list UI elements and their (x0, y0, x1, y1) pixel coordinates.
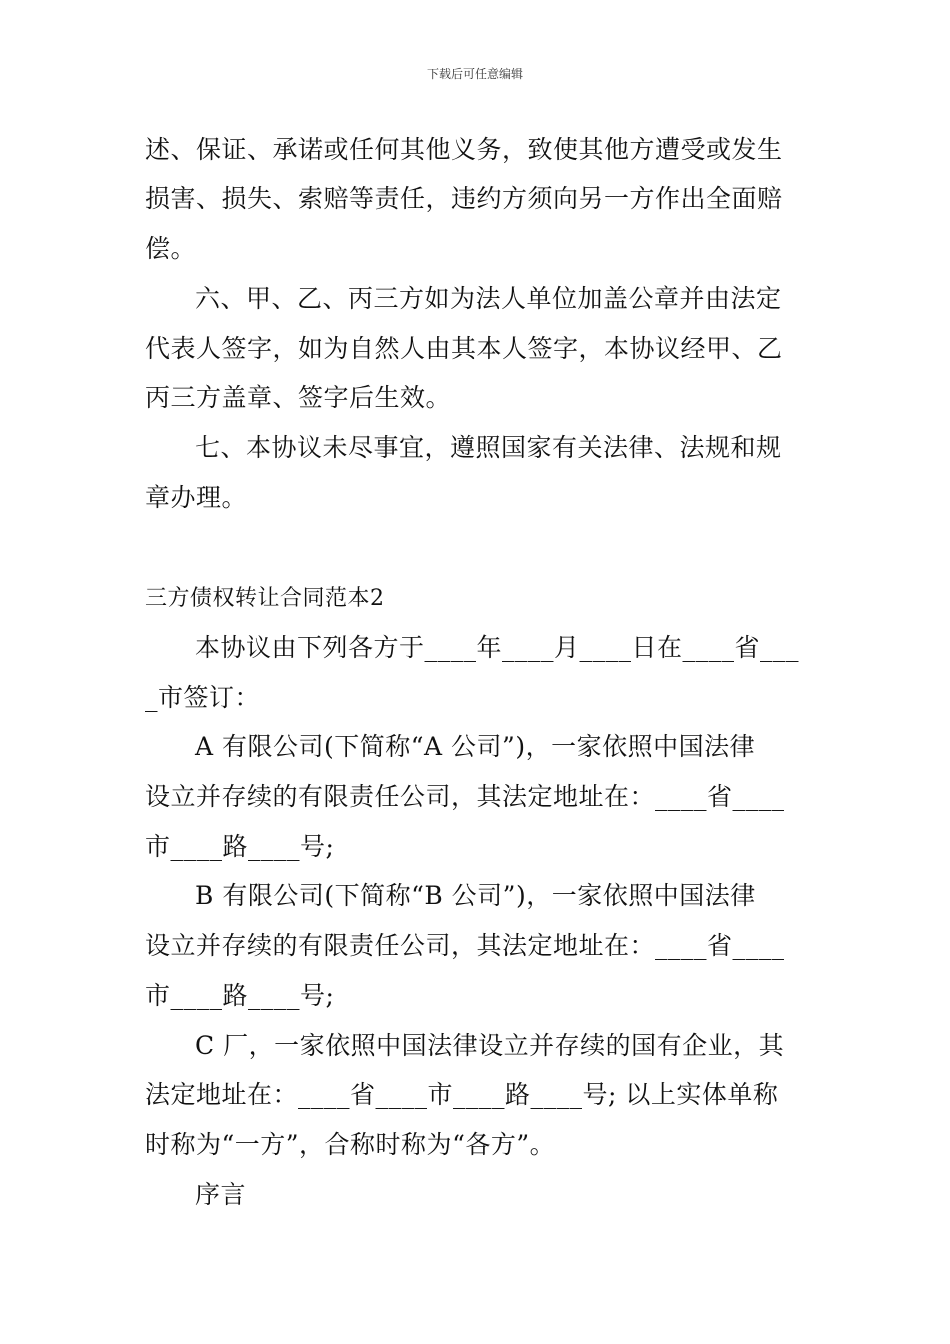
body-line: 六、甲、乙、丙三方如为法人单位加盖公章并由法定 (195, 284, 782, 313)
body-line: 市____路____号; (145, 981, 335, 1010)
section-heading: 三方债权转让合同范本2 (145, 586, 385, 611)
page-header: 下载后可任意编辑 (426, 67, 523, 81)
body-line: 述、保证、承诺或任何其他义务，致使其他方遭受或发生 (145, 135, 783, 164)
body-line: 七、本协议未尽事宜，遵照国家有关法律、法规和规 (195, 433, 782, 462)
body-line: 偿。 (145, 234, 197, 263)
body-line: 法定地址在：____省____市____路____号; 以上实体单称 (145, 1080, 779, 1109)
body-line: 设立并存续的有限责任公司，其法定地址在：____省____ (145, 782, 785, 811)
body-line: 序言 (195, 1180, 247, 1209)
body-line: 损害、损失、索赔等责任，违约方须向另一方作出全面赔 (145, 184, 783, 213)
body-line: 丙三方盖章、签字后生效。 (145, 383, 452, 412)
body-line: 设立并存续的有限责任公司，其法定地址在：____省____ (145, 931, 785, 960)
body-line: _市签订： (145, 683, 261, 712)
body-line: A 有限公司(下简称“A 公司”)，一家依照中国法律 (195, 732, 756, 761)
body-line: 时称为“一方”，合称时称为“各方”。 (145, 1130, 556, 1159)
body-line: 章办理。 (145, 483, 248, 512)
body-line: 代表人签字，如为自然人由其本人签字，本协议经甲、乙 (145, 334, 783, 363)
body-line: B 有限公司(下简称“B 公司”)，一家依照中国法律 (195, 881, 756, 910)
body-line: C 厂，一家依照中国法律设立并存续的国有企业，其 (195, 1031, 785, 1060)
body-line: 市____路____号; (145, 832, 335, 861)
body-line: 本协议由下列各方于____年____月____日在____省___ (195, 633, 800, 662)
